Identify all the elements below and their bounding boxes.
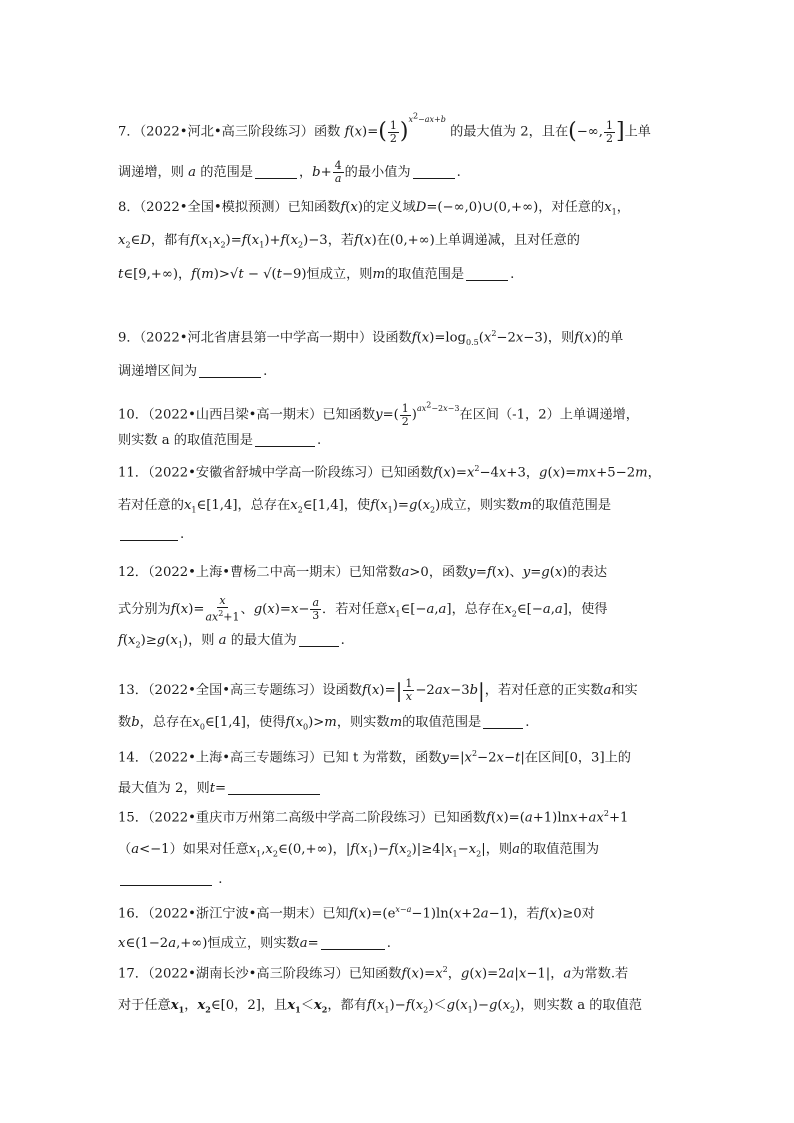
problem-17-line-2: 对于任意$x_1$，$x_2\in[0$，2]，且$x_1<x_2$，都有$f(x_1)-f(x_2)<g(x_1)-g(x_2)$，则实数 a 的取值范 — [118, 998, 642, 1015]
problem-16-line-2: x∈(1−2a,+∞)恒成立，则实数a= . — [118, 936, 391, 951]
problem-source: （2022•全国•高三专题练习） — [147, 683, 323, 698]
answer-blank[interactable] — [321, 948, 385, 950]
problem-11-line-1: 11．（2022•安徽省舒城中学高一阶段练习）已知函数$f(x)=x^2-4x+3$，g(x)=mx+5−2m， — [118, 464, 661, 481]
problem-10-line-2: 则实数 a 的取值范围是 . — [118, 433, 322, 448]
problem-8-line-3: t∈[9,+∞)，f(m)>√t − √(t−9)恒成立，则m的取值范围是 . — [118, 267, 515, 282]
problem-15-line-2: （a<−1）如果对任意$x_1,x_2\in(0,+\infty)$，$|f(x_1)-f(x_2)|\ge 4|x_1-x_2|$，则a的取值范围为 — [118, 842, 600, 859]
answer-blank[interactable] — [255, 177, 297, 179]
problem-8-line-1: 8．（2022•全国•模拟预测）已知函数f(x)的定义域D=(−∞,0)∪(0,+∞)，对任意的$x_1$， — [118, 200, 630, 217]
problem-7-line-2: 调递增，则 a 的范围是 ，b+ $\frac{4}{a}$ 的最小值为 . — [118, 159, 461, 185]
problem-source: （2022•上海•曹杨二中高一期末） — [147, 565, 349, 580]
problem-source: （2022•安徽省舒城中学高一阶段练习） — [147, 465, 381, 481]
answer-blank[interactable] — [255, 445, 315, 447]
problem-number: 13 — [118, 683, 135, 698]
problem-source: （2022•湖南长沙•高三阶段练习） — [147, 966, 349, 982]
problem-10-line-1: 10．（2022•山西吕梁•高一期末）已知函数y=( $\frac{1}{2}$ )$^{ax^2-2x-3}$在区间（-1，2）上单调递增， — [118, 400, 639, 428]
problem-13-line-1: 13．（2022•全国•高三专题练习）设函数f(x)=| $\frac{1}{x}$ −2ax−3b|，若对任意的正实数a和实 — [118, 677, 638, 703]
problem-source: （2022•全国•模拟预测） — [139, 200, 288, 215]
problem-number: 12 — [118, 565, 135, 580]
problem-number: 10 — [118, 407, 135, 423]
problem-9-line-1: 9．（2022•河北省唐县第一中学高一期中）设函数$f(x)=\log_{0.5}(x^2-2x-3)$，则f(x)的单 — [118, 329, 624, 348]
problem-number: 17 — [118, 966, 135, 982]
problem-source: （2022•上海•高三专题练习） — [147, 750, 323, 766]
problem-number: 15 — [118, 810, 135, 826]
problem-source: （2022•浙江宁波•高一期末） — [147, 906, 323, 922]
problem-12-line-1: 12．（2022•上海•曹杨二中高一期末）已知常数a>0，函数y=f(x)、y=g(x)的表达 — [118, 565, 608, 580]
problem-11-line-3: . — [118, 528, 184, 541]
problem-number: 9 — [118, 330, 127, 346]
problem-number: 16 — [118, 906, 135, 922]
problem-source: （2022•重庆市万州第二高级中学高二阶段练习） — [147, 810, 434, 826]
problem-source: （2022•河北省唐县第一中学高一期中） — [139, 330, 373, 346]
answer-blank[interactable] — [483, 727, 523, 729]
problem-14-line-1: 14．（2022•上海•高三专题练习）已知 t 为常数，函数$y=|x^2-2x-t|$在区间[0，3]上的 — [118, 749, 631, 766]
problem-8-line-2: $x_2\in D$，都有$f(x_1x_2)=f(x_1)+f(x_2)-3$，若f(x)在(0,+∞)上单调递减，且对任意的 — [118, 233, 580, 250]
answer-blank[interactable] — [120, 539, 178, 541]
problem-15-line-3: . — [118, 873, 222, 886]
problem-11-line-2: 若对任意的$x_1\in[1,4]$，总存在$x_2\in[1,4]$，使$f(x_1)=g(x_2)$成立，则实数m的取值范围是 — [118, 498, 612, 515]
problem-14-line-2: 最大值为 2，则t= — [118, 782, 322, 795]
problem-9-line-2: 调递增区间为 . — [118, 364, 268, 379]
problem-17-line-1: 17．（2022•湖南长沙•高三阶段练习）已知函数$f(x)=x^2$，g(x)=2a|x−1|，a为常数.若 — [118, 965, 629, 982]
answer-blank[interactable] — [228, 793, 320, 795]
problem-number: 8 — [118, 200, 127, 215]
problem-number: 14 — [118, 750, 135, 766]
answer-blank[interactable] — [120, 884, 212, 886]
problem-15-line-1: 15．（2022•重庆市万州第二高级中学高二阶段练习）已知函数$f(x)=(a+1)\ln x+ax^2+1$ — [118, 809, 629, 826]
problem-number: 11 — [118, 465, 135, 481]
problem-source: （2022•河北•高三阶段练习） — [139, 124, 314, 140]
answer-blank[interactable] — [199, 376, 261, 378]
problem-12-line-3: $f(x_2)\ge g(x_1)$，则 a 的最大值为 . — [118, 633, 345, 650]
problem-number: 7 — [118, 124, 127, 140]
problem-13-line-2: 数b，总存在$x_0\in[1,4]$，使得$f(x_0)>m$，则实数m的取值范围是 . — [118, 715, 530, 732]
answer-blank[interactable] — [466, 279, 508, 281]
problem-12-line-2: 式分别为f(x)= $\frac{x}{ax^2+1}$ 、g(x)=x− $\frac{a}{3}$ ．若对任意$x_1\in[-a,a]$，总存在$x_2\in[-a,a]$，使得 — [118, 594, 608, 624]
problem-7-line-1: 7．（2022•河北•高三阶段练习）函数 f(x)=( $\frac{1}{2}$ )$^{x^2-ax+b}$ 的最大值为 2，且在(−∞, $\frac{1}{2}$ ]上单 — [118, 111, 651, 145]
answer-blank[interactable] — [299, 645, 339, 647]
problem-source: （2022•山西吕梁•高一期末） — [147, 407, 323, 423]
problem-16-line-1: 16．（2022•浙江宁波•高一期末）已知$f(x)=(e^{x-a}-1)\ln(x+2a-1)$，若f(x)≥0对 — [118, 905, 595, 922]
answer-blank[interactable] — [413, 177, 455, 179]
